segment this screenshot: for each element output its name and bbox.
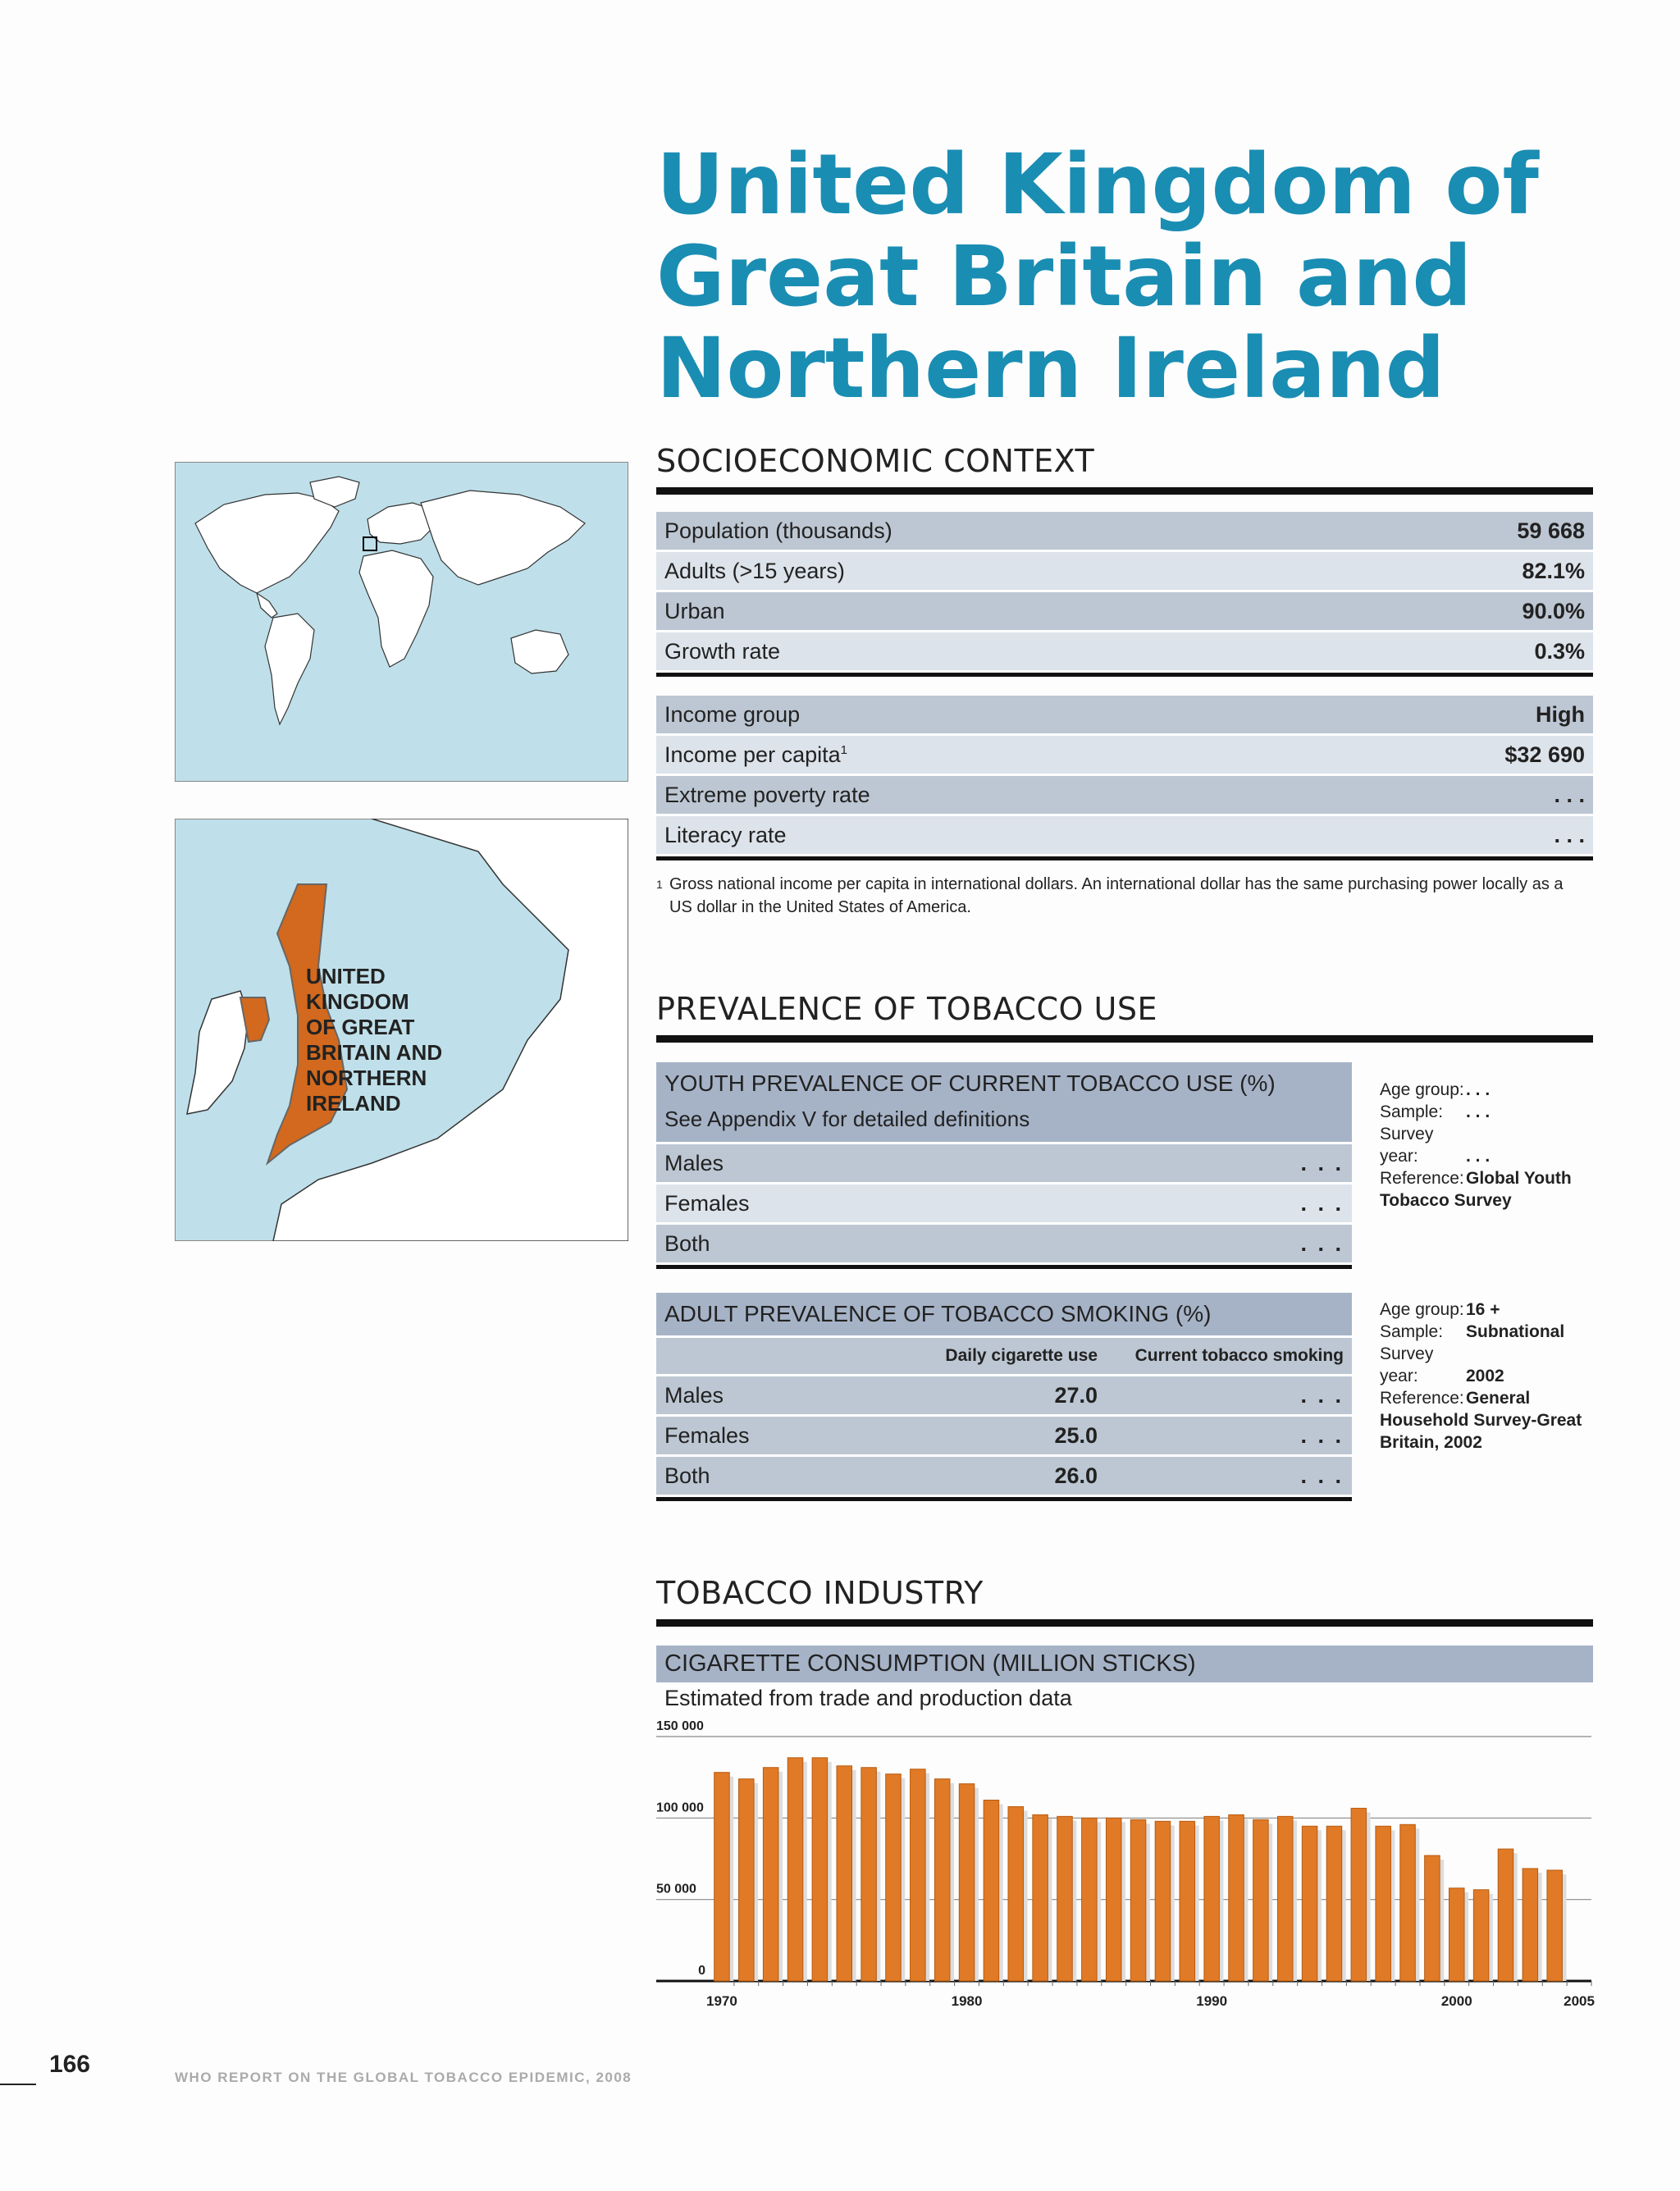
row-value: . . . (1300, 1150, 1344, 1175)
bar-1981 (984, 1800, 999, 1981)
footer-rule (0, 2084, 36, 2085)
table-row (656, 696, 1593, 733)
bar-2002 (1498, 1849, 1513, 1981)
x-tick-label: 1990 (1196, 1993, 1228, 2009)
meta-sample-label: Sample: (1380, 1322, 1444, 1341)
bar-1974 (812, 1758, 828, 1981)
bar-2003 (1522, 1869, 1538, 1981)
bar-1983 (1033, 1814, 1048, 1981)
table-row (656, 1225, 1352, 1265)
adult-table-column-headers (656, 1338, 1352, 1376)
bar-1995 (1326, 1826, 1342, 1981)
meta-survey-year: . . . (1466, 1147, 1491, 1166)
socioeconomic-table-2 (656, 693, 1593, 860)
row-label-text: Growth rate (664, 638, 781, 664)
youth-table-title: YOUTH PREVALENCE OF CURRENT TOBACCO USE (%) (656, 1062, 1352, 1105)
row-value: 0.3% (1353, 632, 1593, 670)
x-tick-label: 2000 (1440, 1993, 1472, 2009)
chart-subtitle: Estimated from trade and production data (664, 1686, 1072, 1710)
row-label-text: Urban (664, 598, 725, 623)
bar-1993 (1277, 1816, 1293, 1981)
table-rule (656, 1265, 1352, 1269)
adult-survey-meta (1380, 1299, 1601, 1454)
bar-1976 (861, 1768, 877, 1981)
bar-1971 (739, 1779, 755, 1981)
bar-1997 (1376, 1826, 1391, 1981)
table-rule (656, 856, 1593, 860)
row-label-text: Income per capita (664, 742, 841, 767)
bar-1996 (1351, 1808, 1367, 1981)
row-label (656, 552, 1353, 590)
bar-1991 (1229, 1814, 1244, 1981)
table-row (656, 1376, 1352, 1417)
chart-title: CIGARETTE CONSUMPTION (MILLION STICKS) (656, 1646, 1593, 1682)
meta-sample-label: Sample: (1380, 1102, 1444, 1121)
meta-age-group: . . . (1466, 1080, 1491, 1099)
bar-1989 (1180, 1821, 1195, 1981)
row-label-text: Adults (>15 years) (664, 558, 845, 583)
row-label (656, 632, 1353, 670)
bar-1978 (911, 1769, 926, 1981)
current-smoking-value: . . . (1300, 1422, 1344, 1448)
x-tick-label: 1980 (951, 1993, 983, 2009)
socioeconomic-table-1 (656, 509, 1593, 677)
meta-reference: Global Youth Tobacco Survey (1380, 1169, 1572, 1210)
row-label (656, 592, 1353, 630)
page-title: United Kingdom of Great Britain and Northern Ireland (656, 136, 1539, 418)
daily-cigarette-value: 25.0 (1054, 1422, 1098, 1448)
bar-1984 (1057, 1816, 1073, 1981)
prevalence-heading: PREVALENCE OF TOBACCO USE (656, 991, 1593, 1043)
cigarette-consumption-chart (652, 1719, 1596, 2022)
bar-1999 (1425, 1856, 1440, 1981)
youth-prevalence-table (656, 1062, 1352, 1269)
row-label (656, 736, 1309, 774)
row-label: Both (664, 1463, 710, 1488)
youth-survey-meta (1380, 1079, 1601, 1212)
footnote-text: Gross national income per capita in international dollars. An international dollar has the same purchasing power locally as a US dollar in the United States of America. (669, 875, 1564, 916)
bar-1979 (934, 1779, 950, 1981)
column-header-daily: Daily cigarette use (945, 1346, 1098, 1365)
socioeconomic-heading: SOCIOECONOMIC CONTEXT (656, 443, 1593, 495)
meta-reference: General Household Survey-Great Britain, 2002 (1380, 1389, 1582, 1452)
table-row (656, 512, 1593, 550)
row-label: Males (664, 1382, 724, 1408)
bar-1988 (1155, 1821, 1171, 1981)
footer-text: WHO REPORT ON THE GLOBAL TOBACCO EPIDEMIC, 2008 (175, 2070, 632, 2085)
bar-2004 (1547, 1870, 1563, 1981)
meta-age-group-label: Age group: (1380, 1080, 1464, 1099)
y-tick-label: 50 000 (656, 1882, 696, 1897)
row-value: . . . (1309, 816, 1593, 854)
row-label (656, 512, 1353, 550)
page-number: 166 (48, 2051, 90, 2078)
meta-reference-label: Reference: (1380, 1389, 1464, 1408)
bar-1980 (959, 1784, 975, 1981)
bar-1990 (1204, 1816, 1220, 1981)
row-label (656, 696, 1309, 733)
y-tick-label: 0 (698, 1964, 705, 1978)
bar-1973 (788, 1758, 803, 1981)
table-row (656, 1417, 1352, 1457)
meta-age-group: 16 + (1466, 1300, 1500, 1319)
row-label: Both (664, 1230, 710, 1256)
table-row (656, 816, 1593, 854)
table-row (656, 552, 1593, 590)
bar-1987 (1130, 1819, 1146, 1981)
row-label (656, 816, 1309, 854)
row-value: . . . (1300, 1190, 1344, 1216)
table-rule (656, 1497, 1352, 1501)
row-label: Males (664, 1150, 724, 1175)
row-value: High (1309, 696, 1593, 733)
table-row (656, 776, 1593, 814)
bar-1998 (1400, 1824, 1416, 1981)
row-label-text: Income group (664, 701, 801, 727)
daily-cigarette-value: 27.0 (1054, 1382, 1098, 1408)
row-label (656, 776, 1309, 814)
meta-age-group-label: Age group: (1380, 1300, 1464, 1319)
bar-2001 (1473, 1890, 1489, 1981)
row-value: $32 690 (1309, 736, 1593, 774)
bar-1994 (1302, 1826, 1317, 1981)
table-row (656, 1185, 1352, 1225)
bar-1972 (763, 1768, 778, 1981)
table-row (656, 736, 1593, 774)
table-rule (656, 673, 1593, 677)
bar-1986 (1106, 1818, 1121, 1981)
row-label: Females (664, 1422, 750, 1448)
row-label-text: Extreme poverty rate (664, 782, 870, 807)
row-value: . . . (1309, 776, 1593, 814)
meta-sample: . . . (1466, 1102, 1491, 1121)
map-country-label: UNITED KINGDOM OF GREAT BRITAIN AND NORTHERN IRELAND (306, 964, 443, 1116)
meta-survey-year-label: Survey year: (1380, 1344, 1434, 1385)
world-map (175, 462, 628, 782)
bar-1975 (837, 1766, 852, 1981)
current-smoking-value: . . . (1300, 1463, 1344, 1488)
youth-table-subtitle: See Appendix V for detailed definitions (656, 1105, 1352, 1144)
bar-1982 (1008, 1806, 1024, 1981)
y-tick-label: 150 000 (656, 1719, 704, 1733)
meta-sample: Subnational (1466, 1322, 1565, 1341)
row-label-text: Literacy rate (664, 822, 787, 847)
table-row (656, 592, 1593, 630)
footnote-mark: 1 (656, 878, 663, 891)
bar-1970 (714, 1773, 730, 1981)
bar-1992 (1253, 1819, 1269, 1981)
adult-prevalence-table (656, 1293, 1352, 1501)
row-value: 82.1% (1353, 552, 1593, 590)
table-row (656, 1457, 1352, 1497)
row-label: Females (664, 1190, 750, 1216)
footnote-ref: 1 (840, 742, 847, 757)
y-tick-label: 100 000 (656, 1801, 704, 1815)
current-smoking-value: . . . (1300, 1382, 1344, 1408)
meta-survey-year: 2002 (1466, 1367, 1504, 1385)
x-tick-label: 2005 (1564, 1993, 1595, 2009)
meta-survey-year-label: Survey year: (1380, 1125, 1434, 1166)
bar-1985 (1082, 1818, 1098, 1981)
row-value: 59 668 (1353, 512, 1593, 550)
row-label-text: Population (thousands) (664, 518, 892, 543)
row-value: . . . (1300, 1230, 1344, 1256)
column-header-current: Current tobacco smoking (1134, 1346, 1344, 1365)
table-row (656, 632, 1593, 670)
bar-1977 (886, 1774, 902, 1981)
daily-cigarette-value: 26.0 (1054, 1463, 1098, 1488)
adult-table-title: ADULT PREVALENCE OF TOBACCO SMOKING (%) (656, 1293, 1352, 1338)
income-footnote (656, 873, 1575, 919)
tobacco-industry-heading: TOBACCO INDUSTRY (656, 1575, 1593, 1627)
bar-2000 (1449, 1888, 1465, 1981)
meta-reference-label: Reference: (1380, 1169, 1464, 1188)
x-tick-label: 1970 (706, 1993, 737, 2009)
row-value: 90.0% (1353, 592, 1593, 630)
table-row (656, 1144, 1352, 1185)
